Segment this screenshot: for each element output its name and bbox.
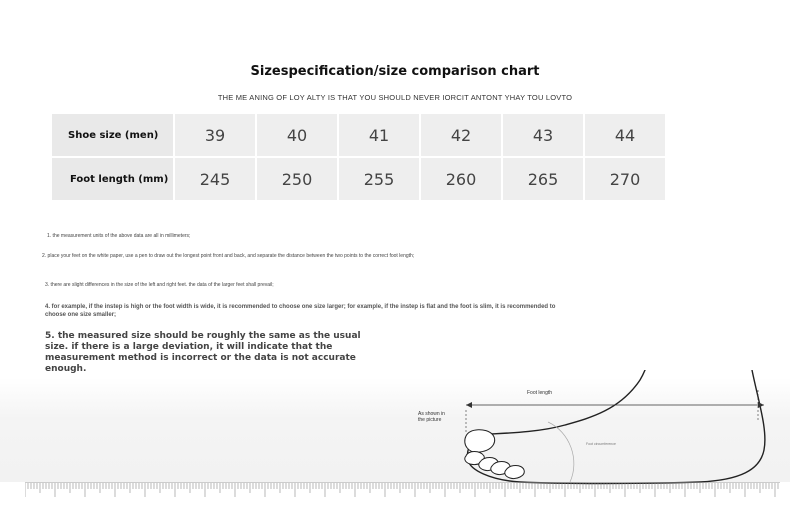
page-title: Sizespecification/size comparison chart — [250, 64, 540, 79]
circumference-label: Foot circumference — [586, 442, 616, 446]
page-subtitle: THE ME ANING OF LOY ALTY IS THAT YOU SHOULD NEVER IORCIT ANTONT YHAY TOU LOVTO — [217, 93, 573, 102]
foot-length-cell: 255 — [339, 158, 419, 200]
note-4: 4. for example, if the instep is high or the foot width is wide, it is recommended to choose one size larger; for example, if the instep is flat and the foot is slim, it is recommended to choose one size smaller; — [45, 304, 556, 318]
foot-length-cell: 260 — [421, 158, 501, 200]
foot-length-cell: 245 — [175, 158, 255, 200]
toe-big — [465, 430, 495, 453]
foot-length-label: Foot length — [527, 390, 553, 396]
table-row-foot-length — [52, 158, 665, 200]
shoe-size-cell: 43 — [503, 114, 583, 156]
shoe-size-cell: 42 — [421, 114, 501, 156]
row-label-foot-length: Foot length (mm) — [52, 158, 173, 200]
shoe-size-cell: 44 — [585, 114, 665, 156]
note-1: 1. the measurement units of the above data are all in millimeters; — [47, 233, 191, 239]
shoe-size-cell: 40 — [257, 114, 337, 156]
as-shown-label: As shown in the picture — [418, 411, 445, 423]
shoe-size-cell: 41 — [339, 114, 419, 156]
note-3: 3. there are slight differences in the size of the left and right feet. the data of the larger feet shall prevail; — [45, 282, 274, 288]
note-2: 2. place your feet on the white paper, use a pen to draw out the longest point front and back, and separate the distance between the two points to the correct foot length; — [42, 253, 415, 259]
row-label-shoe-size: Shoe size (men) — [52, 114, 173, 156]
foot-length-cell: 270 — [585, 158, 665, 200]
toe-5 — [505, 466, 524, 479]
note-5: 5. the measured size should be roughly the same as the usual size. if there is a large deviation, it will indicate that the measurement method is incorrect or the data is not accurate enough. — [45, 331, 361, 374]
size-table — [50, 112, 667, 202]
foot-length-cell: 265 — [503, 158, 583, 200]
shoe-size-cell: 39 — [175, 114, 255, 156]
table-row-shoe-size — [52, 114, 665, 156]
foot-length-cell: 250 — [257, 158, 337, 200]
circumference-line — [548, 422, 574, 482]
foot-measurement-diagram — [0, 370, 790, 532]
ruler — [25, 482, 780, 500]
